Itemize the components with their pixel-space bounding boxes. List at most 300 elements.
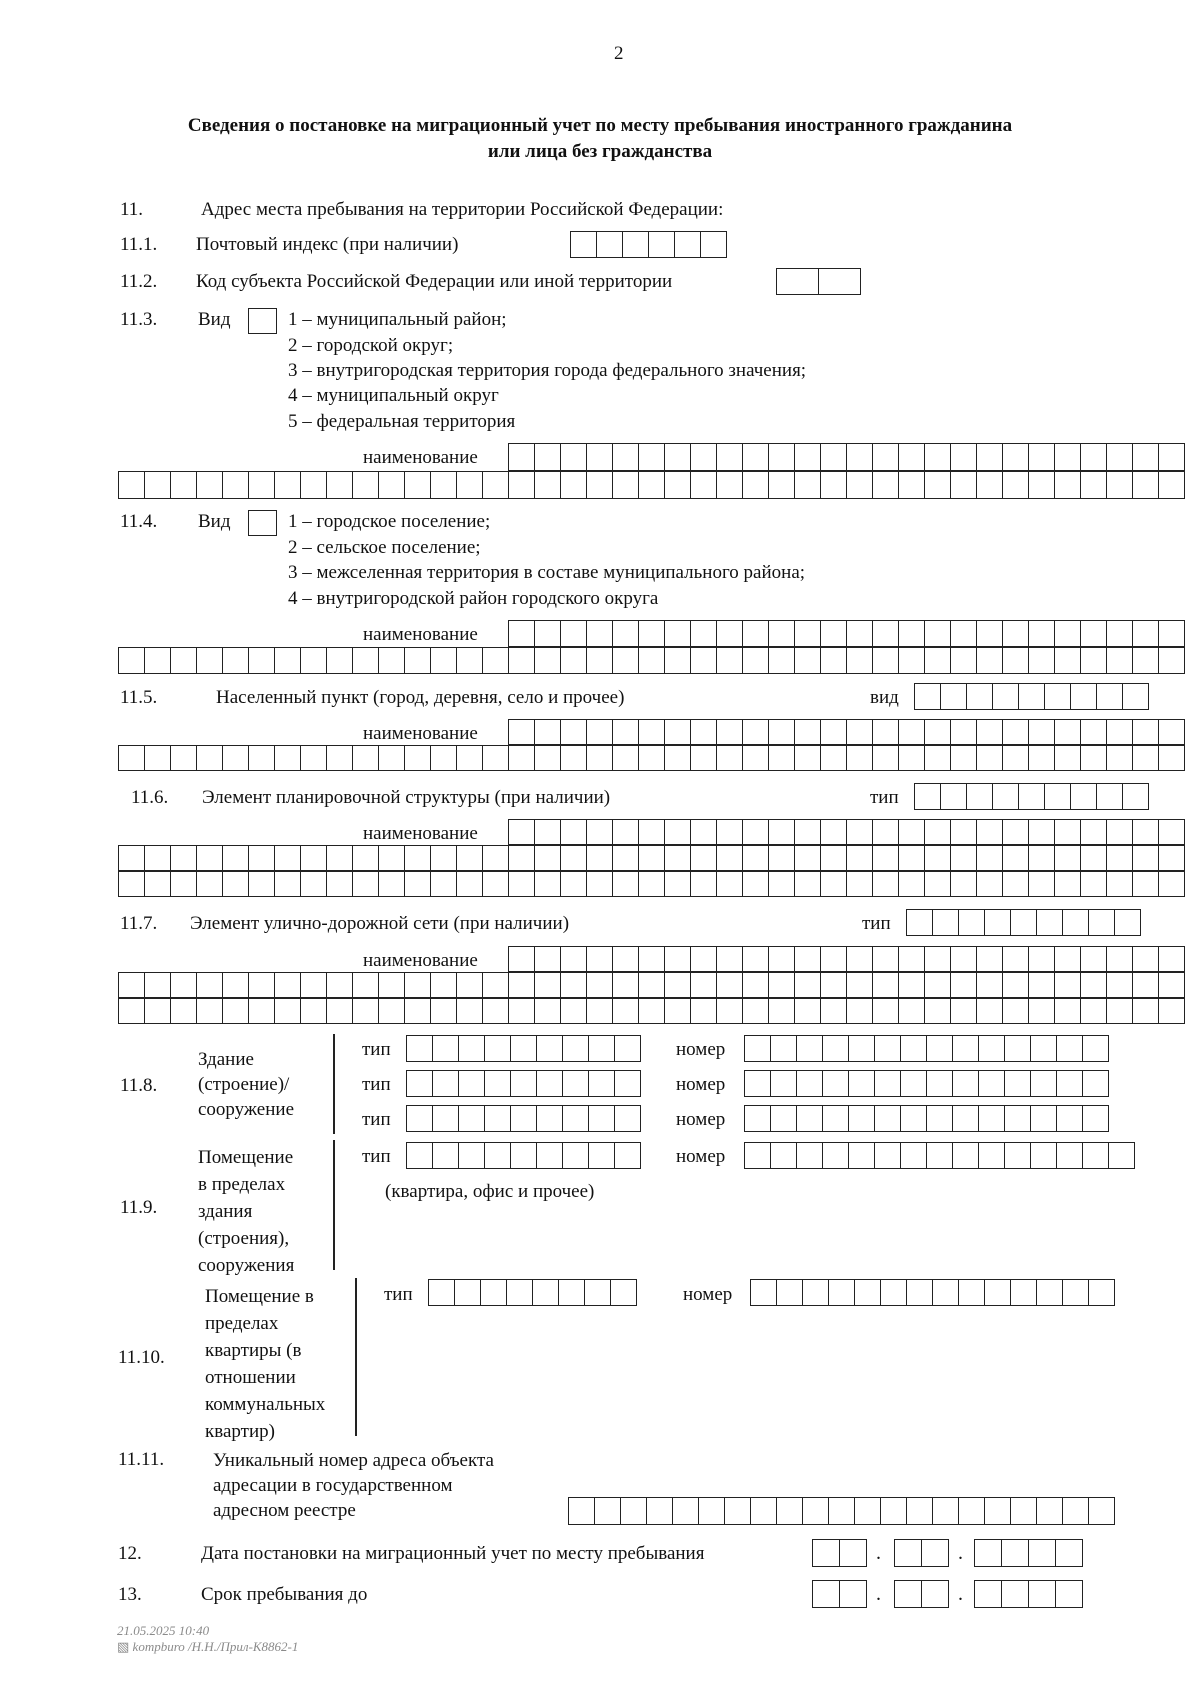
input-cell[interactable] bbox=[1005, 1142, 1031, 1169]
input-cell[interactable] bbox=[509, 719, 535, 745]
input-cell[interactable] bbox=[977, 620, 1003, 647]
input-cell[interactable] bbox=[797, 1035, 823, 1062]
input-cell[interactable] bbox=[777, 268, 819, 295]
input-cell[interactable] bbox=[873, 719, 899, 745]
input-cell[interactable] bbox=[901, 1070, 927, 1097]
input-cell[interactable] bbox=[821, 620, 847, 647]
input-cell[interactable] bbox=[953, 1105, 979, 1132]
input-cell[interactable] bbox=[951, 471, 977, 499]
input-cell[interactable] bbox=[1133, 620, 1159, 647]
input-cell[interactable] bbox=[951, 998, 977, 1024]
input-cell[interactable] bbox=[743, 946, 769, 972]
input-cell[interactable] bbox=[535, 443, 561, 471]
input-cell[interactable] bbox=[675, 231, 701, 258]
input-cell[interactable] bbox=[821, 845, 847, 871]
input-cell[interactable] bbox=[1029, 471, 1055, 499]
input-cell[interactable] bbox=[875, 1142, 901, 1169]
input-cell[interactable] bbox=[405, 972, 431, 998]
input-cell[interactable] bbox=[407, 1070, 433, 1097]
input-cell[interactable] bbox=[717, 443, 743, 471]
input-cell[interactable] bbox=[985, 1279, 1011, 1306]
input-cell[interactable] bbox=[511, 1105, 537, 1132]
type-11-8-1-cells[interactable] bbox=[406, 1035, 641, 1062]
input-cell[interactable] bbox=[587, 620, 613, 647]
input-cell[interactable] bbox=[197, 647, 223, 674]
input-cell[interactable] bbox=[1029, 745, 1055, 771]
input-cell[interactable] bbox=[907, 1279, 933, 1306]
input-cell[interactable] bbox=[915, 683, 941, 710]
input-cell[interactable] bbox=[925, 719, 951, 745]
input-cell[interactable] bbox=[1159, 972, 1185, 998]
input-cell[interactable] bbox=[977, 443, 1003, 471]
date-12-day-cells[interactable] bbox=[812, 1539, 867, 1567]
input-cell[interactable] bbox=[665, 745, 691, 771]
input-cell[interactable] bbox=[639, 845, 665, 871]
input-cell[interactable] bbox=[561, 819, 587, 845]
number-11-8-3-cells[interactable] bbox=[744, 1105, 1109, 1132]
input-cell[interactable] bbox=[1029, 946, 1055, 972]
input-cell[interactable] bbox=[1003, 998, 1029, 1024]
input-cell[interactable] bbox=[1081, 620, 1107, 647]
input-cell[interactable] bbox=[613, 719, 639, 745]
input-cell[interactable] bbox=[275, 647, 301, 674]
input-cell[interactable] bbox=[353, 998, 379, 1024]
input-cell[interactable] bbox=[1005, 1070, 1031, 1097]
input-cell[interactable] bbox=[1002, 1580, 1029, 1608]
input-cell[interactable] bbox=[327, 845, 353, 871]
type-11-9-cells[interactable] bbox=[406, 1142, 641, 1169]
input-cell[interactable] bbox=[1019, 683, 1045, 710]
input-cell[interactable] bbox=[561, 745, 587, 771]
input-cell[interactable] bbox=[873, 471, 899, 499]
input-cell[interactable] bbox=[1055, 647, 1081, 674]
input-cell[interactable] bbox=[745, 1035, 771, 1062]
input-cell[interactable] bbox=[615, 1070, 641, 1097]
input-cell[interactable] bbox=[407, 1105, 433, 1132]
input-cell[interactable] bbox=[171, 998, 197, 1024]
input-cell[interactable] bbox=[429, 1279, 455, 1306]
input-cell[interactable] bbox=[615, 1105, 641, 1132]
input-cell[interactable] bbox=[1159, 719, 1185, 745]
input-cell[interactable] bbox=[1056, 1539, 1083, 1567]
input-cell[interactable] bbox=[1055, 819, 1081, 845]
input-cell[interactable] bbox=[691, 719, 717, 745]
input-cell[interactable] bbox=[933, 909, 959, 936]
input-cell[interactable] bbox=[1123, 683, 1149, 710]
input-cell[interactable] bbox=[823, 1070, 849, 1097]
input-cell[interactable] bbox=[821, 745, 847, 771]
number-11-8-2-cells[interactable] bbox=[744, 1070, 1109, 1097]
input-cell[interactable] bbox=[769, 719, 795, 745]
input-cell[interactable] bbox=[535, 998, 561, 1024]
input-cell[interactable] bbox=[1107, 871, 1133, 897]
input-cell[interactable] bbox=[993, 783, 1019, 810]
type-11-8-3-cells[interactable] bbox=[406, 1105, 641, 1132]
input-cell[interactable] bbox=[171, 647, 197, 674]
input-cell[interactable] bbox=[327, 471, 353, 499]
input-cell[interactable] bbox=[537, 1070, 563, 1097]
input-cell[interactable] bbox=[1003, 745, 1029, 771]
input-cell[interactable] bbox=[353, 471, 379, 499]
input-cell[interactable] bbox=[587, 972, 613, 998]
input-cell[interactable] bbox=[433, 1070, 459, 1097]
input-cell[interactable] bbox=[483, 998, 509, 1024]
input-cell[interactable] bbox=[587, 998, 613, 1024]
input-cell[interactable] bbox=[665, 819, 691, 845]
input-cell[interactable] bbox=[613, 745, 639, 771]
input-cell[interactable] bbox=[249, 510, 277, 536]
input-cell[interactable] bbox=[613, 871, 639, 897]
input-cell[interactable] bbox=[559, 1279, 585, 1306]
input-cell[interactable] bbox=[795, 972, 821, 998]
type-11-3-cell[interactable] bbox=[248, 308, 277, 334]
input-cell[interactable] bbox=[743, 871, 769, 897]
subject-code-cells[interactable] bbox=[776, 268, 861, 295]
input-cell[interactable] bbox=[977, 471, 1003, 499]
input-cell[interactable] bbox=[751, 1497, 777, 1525]
input-cell[interactable] bbox=[795, 819, 821, 845]
input-cell[interactable] bbox=[1123, 783, 1149, 810]
input-cell[interactable] bbox=[275, 471, 301, 499]
input-cell[interactable] bbox=[899, 845, 925, 871]
input-cell[interactable] bbox=[119, 845, 145, 871]
input-cell[interactable] bbox=[1107, 719, 1133, 745]
input-cell[interactable] bbox=[925, 998, 951, 1024]
input-cell[interactable] bbox=[771, 1070, 797, 1097]
input-cell[interactable] bbox=[771, 1035, 797, 1062]
number-11-9-cells[interactable] bbox=[744, 1142, 1135, 1169]
input-cell[interactable] bbox=[1133, 443, 1159, 471]
input-cell[interactable] bbox=[1029, 871, 1055, 897]
input-cell[interactable] bbox=[1045, 683, 1071, 710]
input-cell[interactable] bbox=[587, 845, 613, 871]
input-cell[interactable] bbox=[1005, 1105, 1031, 1132]
input-cell[interactable] bbox=[691, 972, 717, 998]
input-cell[interactable] bbox=[509, 871, 535, 897]
input-cell[interactable] bbox=[379, 845, 405, 871]
input-cell[interactable] bbox=[1081, 471, 1107, 499]
input-cell[interactable] bbox=[795, 845, 821, 871]
input-cell[interactable] bbox=[927, 1035, 953, 1062]
input-cell[interactable] bbox=[301, 471, 327, 499]
input-cell[interactable] bbox=[745, 1105, 771, 1132]
input-cell[interactable] bbox=[587, 647, 613, 674]
input-cell[interactable] bbox=[901, 1105, 927, 1132]
input-cell[interactable] bbox=[119, 647, 145, 674]
input-cell[interactable] bbox=[639, 647, 665, 674]
input-cell[interactable] bbox=[533, 1279, 559, 1306]
input-cell[interactable] bbox=[1159, 946, 1185, 972]
input-cell[interactable] bbox=[977, 647, 1003, 674]
input-cell[interactable] bbox=[777, 1497, 803, 1525]
input-cell[interactable] bbox=[431, 871, 457, 897]
input-cell[interactable] bbox=[925, 620, 951, 647]
input-cell[interactable] bbox=[979, 1105, 1005, 1132]
input-cell[interactable] bbox=[1055, 946, 1081, 972]
input-cell[interactable] bbox=[1089, 1497, 1115, 1525]
input-cell[interactable] bbox=[951, 745, 977, 771]
input-cell[interactable] bbox=[717, 998, 743, 1024]
input-cell[interactable] bbox=[847, 998, 873, 1024]
input-cell[interactable] bbox=[795, 620, 821, 647]
input-cell[interactable] bbox=[535, 871, 561, 897]
input-cell[interactable] bbox=[223, 871, 249, 897]
input-cell[interactable] bbox=[587, 719, 613, 745]
input-cell[interactable] bbox=[1003, 871, 1029, 897]
input-cell[interactable] bbox=[665, 647, 691, 674]
name-11-5-row2-cells[interactable] bbox=[118, 745, 1185, 771]
input-cell[interactable] bbox=[353, 745, 379, 771]
input-cell[interactable] bbox=[925, 946, 951, 972]
input-cell[interactable] bbox=[597, 231, 623, 258]
input-cell[interactable] bbox=[977, 998, 1003, 1024]
input-cell[interactable] bbox=[665, 443, 691, 471]
input-cell[interactable] bbox=[743, 745, 769, 771]
input-cell[interactable] bbox=[249, 471, 275, 499]
input-cell[interactable] bbox=[691, 647, 717, 674]
input-cell[interactable] bbox=[145, 745, 171, 771]
input-cell[interactable] bbox=[1055, 471, 1081, 499]
input-cell[interactable] bbox=[405, 845, 431, 871]
input-cell[interactable] bbox=[537, 1035, 563, 1062]
input-cell[interactable] bbox=[509, 845, 535, 871]
input-cell[interactable] bbox=[639, 620, 665, 647]
input-cell[interactable] bbox=[1083, 1035, 1109, 1062]
input-cell[interactable] bbox=[927, 1070, 953, 1097]
input-cell[interactable] bbox=[691, 620, 717, 647]
input-cell[interactable] bbox=[925, 819, 951, 845]
input-cell[interactable] bbox=[691, 998, 717, 1024]
input-cell[interactable] bbox=[901, 1142, 927, 1169]
input-cell[interactable] bbox=[197, 471, 223, 499]
input-cell[interactable] bbox=[797, 1070, 823, 1097]
input-cell[interactable] bbox=[145, 998, 171, 1024]
input-cell[interactable] bbox=[483, 871, 509, 897]
input-cell[interactable] bbox=[459, 1070, 485, 1097]
input-cell[interactable] bbox=[701, 231, 727, 258]
input-cell[interactable] bbox=[197, 998, 223, 1024]
input-cell[interactable] bbox=[1159, 443, 1185, 471]
input-cell[interactable] bbox=[1159, 647, 1185, 674]
input-cell[interactable] bbox=[873, 972, 899, 998]
input-cell[interactable] bbox=[249, 871, 275, 897]
input-cell[interactable] bbox=[459, 1105, 485, 1132]
input-cell[interactable] bbox=[589, 1070, 615, 1097]
input-cell[interactable] bbox=[431, 471, 457, 499]
input-cell[interactable] bbox=[301, 998, 327, 1024]
input-cell[interactable] bbox=[813, 1539, 840, 1567]
input-cell[interactable] bbox=[1029, 845, 1055, 871]
input-cell[interactable] bbox=[803, 1497, 829, 1525]
input-cell[interactable] bbox=[535, 620, 561, 647]
input-cell[interactable] bbox=[509, 745, 535, 771]
input-cell[interactable] bbox=[563, 1070, 589, 1097]
input-cell[interactable] bbox=[795, 946, 821, 972]
input-cell[interactable] bbox=[1019, 783, 1045, 810]
input-cell[interactable] bbox=[925, 647, 951, 674]
input-cell[interactable] bbox=[433, 1035, 459, 1062]
input-cell[interactable] bbox=[1003, 620, 1029, 647]
input-cell[interactable] bbox=[771, 1105, 797, 1132]
input-cell[interactable] bbox=[1107, 647, 1133, 674]
input-cell[interactable] bbox=[1071, 683, 1097, 710]
input-cell[interactable] bbox=[1107, 471, 1133, 499]
input-cell[interactable] bbox=[829, 1497, 855, 1525]
input-cell[interactable] bbox=[561, 443, 587, 471]
input-cell[interactable] bbox=[925, 871, 951, 897]
input-cell[interactable] bbox=[875, 1035, 901, 1062]
input-cell[interactable] bbox=[665, 972, 691, 998]
input-cell[interactable] bbox=[327, 745, 353, 771]
input-cell[interactable] bbox=[1081, 647, 1107, 674]
input-cell[interactable] bbox=[959, 1497, 985, 1525]
input-cell[interactable] bbox=[823, 1142, 849, 1169]
input-cell[interactable] bbox=[907, 909, 933, 936]
input-cell[interactable] bbox=[967, 783, 993, 810]
input-cell[interactable] bbox=[899, 719, 925, 745]
input-cell[interactable] bbox=[717, 972, 743, 998]
input-cell[interactable] bbox=[353, 845, 379, 871]
input-cell[interactable] bbox=[1029, 620, 1055, 647]
input-cell[interactable] bbox=[459, 1035, 485, 1062]
input-cell[interactable] bbox=[873, 620, 899, 647]
input-cell[interactable] bbox=[613, 845, 639, 871]
input-cell[interactable] bbox=[953, 1070, 979, 1097]
input-cell[interactable] bbox=[561, 845, 587, 871]
input-cell[interactable] bbox=[1057, 1142, 1083, 1169]
input-cell[interactable] bbox=[717, 871, 743, 897]
input-cell[interactable] bbox=[639, 819, 665, 845]
input-cell[interactable] bbox=[959, 909, 985, 936]
input-cell[interactable] bbox=[769, 620, 795, 647]
input-cell[interactable] bbox=[951, 443, 977, 471]
input-cell[interactable] bbox=[171, 972, 197, 998]
input-cell[interactable] bbox=[647, 1497, 673, 1525]
input-cell[interactable] bbox=[977, 745, 1003, 771]
input-cell[interactable] bbox=[743, 972, 769, 998]
input-cell[interactable] bbox=[483, 972, 509, 998]
input-cell[interactable] bbox=[1031, 1142, 1057, 1169]
date-12-month-cells[interactable] bbox=[894, 1539, 949, 1567]
input-cell[interactable] bbox=[613, 819, 639, 845]
input-cell[interactable] bbox=[1055, 845, 1081, 871]
input-cell[interactable] bbox=[145, 471, 171, 499]
input-cell[interactable] bbox=[821, 471, 847, 499]
input-cell[interactable] bbox=[1159, 998, 1185, 1024]
name-11-4-row1-cells[interactable] bbox=[508, 620, 1185, 647]
input-cell[interactable] bbox=[977, 871, 1003, 897]
input-cell[interactable] bbox=[769, 471, 795, 499]
name-11-6-row3-cells[interactable] bbox=[118, 871, 1185, 897]
input-cell[interactable] bbox=[840, 1539, 867, 1567]
date-12-year-cells[interactable] bbox=[974, 1539, 1083, 1567]
input-cell[interactable] bbox=[457, 471, 483, 499]
input-cell[interactable] bbox=[873, 946, 899, 972]
input-cell[interactable] bbox=[769, 845, 795, 871]
input-cell[interactable] bbox=[1081, 972, 1107, 998]
type-11-4-cell[interactable] bbox=[248, 510, 277, 536]
input-cell[interactable] bbox=[301, 871, 327, 897]
input-cell[interactable] bbox=[873, 871, 899, 897]
input-cell[interactable] bbox=[1002, 1539, 1029, 1567]
input-cell[interactable] bbox=[769, 819, 795, 845]
input-cell[interactable] bbox=[899, 443, 925, 471]
input-cell[interactable] bbox=[1057, 1070, 1083, 1097]
input-cell[interactable] bbox=[1083, 1142, 1109, 1169]
input-cell[interactable] bbox=[1063, 909, 1089, 936]
input-cell[interactable] bbox=[691, 845, 717, 871]
input-cell[interactable] bbox=[1081, 443, 1107, 471]
input-cell[interactable] bbox=[537, 1142, 563, 1169]
input-cell[interactable] bbox=[223, 471, 249, 499]
input-cell[interactable] bbox=[751, 1279, 777, 1306]
input-cell[interactable] bbox=[379, 647, 405, 674]
input-cell[interactable] bbox=[847, 946, 873, 972]
input-cell[interactable] bbox=[1133, 998, 1159, 1024]
input-cell[interactable] bbox=[743, 647, 769, 674]
name-11-5-row1-cells[interactable] bbox=[508, 719, 1185, 745]
input-cell[interactable] bbox=[840, 1580, 867, 1608]
input-cell[interactable] bbox=[1107, 845, 1133, 871]
input-cell[interactable] bbox=[967, 683, 993, 710]
input-cell[interactable] bbox=[639, 871, 665, 897]
name-11-3-row1-cells[interactable] bbox=[508, 443, 1185, 471]
input-cell[interactable] bbox=[1159, 871, 1185, 897]
input-cell[interactable] bbox=[1133, 471, 1159, 499]
input-cell[interactable] bbox=[275, 745, 301, 771]
input-cell[interactable] bbox=[1081, 998, 1107, 1024]
input-cell[interactable] bbox=[457, 998, 483, 1024]
input-cell[interactable] bbox=[915, 783, 941, 810]
input-cell[interactable] bbox=[249, 647, 275, 674]
input-cell[interactable] bbox=[743, 620, 769, 647]
input-cell[interactable] bbox=[639, 745, 665, 771]
postal-code-cells[interactable] bbox=[570, 231, 727, 258]
input-cell[interactable] bbox=[927, 1142, 953, 1169]
input-cell[interactable] bbox=[1159, 620, 1185, 647]
input-cell[interactable] bbox=[327, 871, 353, 897]
input-cell[interactable] bbox=[145, 972, 171, 998]
input-cell[interactable] bbox=[509, 998, 535, 1024]
input-cell[interactable] bbox=[875, 1105, 901, 1132]
input-cell[interactable] bbox=[649, 231, 675, 258]
input-cell[interactable] bbox=[379, 871, 405, 897]
input-cell[interactable] bbox=[509, 972, 535, 998]
input-cell[interactable] bbox=[975, 1580, 1002, 1608]
input-cell[interactable] bbox=[509, 647, 535, 674]
name-11-6-row1-cells[interactable] bbox=[508, 819, 1185, 845]
input-cell[interactable] bbox=[615, 1035, 641, 1062]
input-cell[interactable] bbox=[1011, 1279, 1037, 1306]
input-cell[interactable] bbox=[1037, 909, 1063, 936]
input-cell[interactable] bbox=[485, 1142, 511, 1169]
input-cell[interactable] bbox=[1107, 819, 1133, 845]
input-cell[interactable] bbox=[1107, 620, 1133, 647]
input-cell[interactable] bbox=[899, 871, 925, 897]
input-cell[interactable] bbox=[1029, 819, 1055, 845]
input-cell[interactable] bbox=[327, 647, 353, 674]
input-cell[interactable] bbox=[795, 647, 821, 674]
input-cell[interactable] bbox=[379, 972, 405, 998]
input-cell[interactable] bbox=[561, 719, 587, 745]
input-cell[interactable] bbox=[535, 745, 561, 771]
input-cell[interactable] bbox=[1083, 1070, 1109, 1097]
input-cell[interactable] bbox=[953, 1142, 979, 1169]
input-cell[interactable] bbox=[589, 1142, 615, 1169]
input-cell[interactable] bbox=[615, 1142, 641, 1169]
input-cell[interactable] bbox=[895, 1580, 922, 1608]
input-cell[interactable] bbox=[881, 1497, 907, 1525]
